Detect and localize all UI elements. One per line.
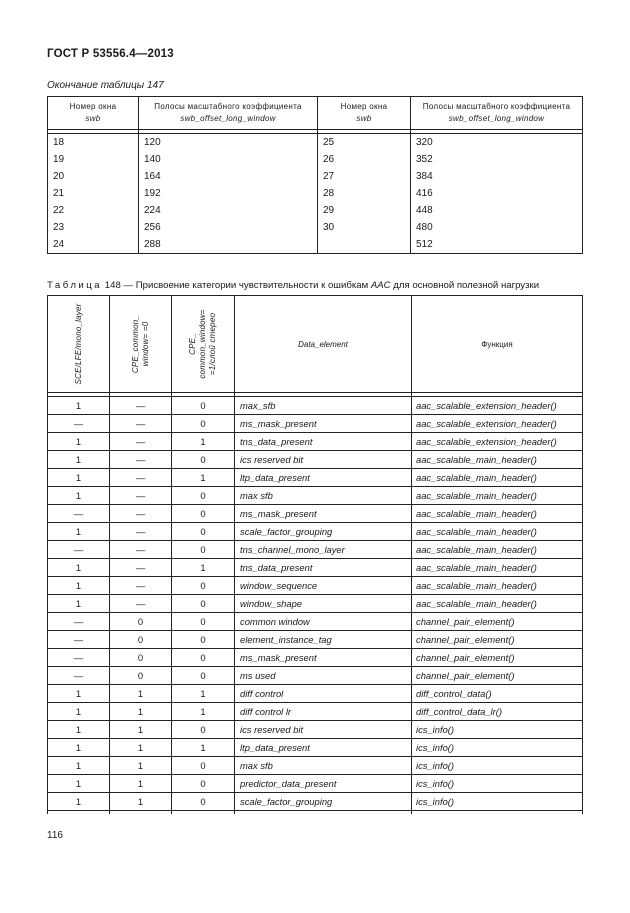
table-row bbox=[48, 703, 583, 721]
table-cell: — bbox=[110, 577, 172, 595]
table-cell: 0 bbox=[172, 775, 235, 793]
table-cell: 1 bbox=[172, 739, 235, 757]
table-cell: aac_scalable_extension_header() bbox=[412, 415, 583, 433]
table-row bbox=[48, 685, 583, 703]
table-cell: common window bbox=[235, 613, 412, 631]
table-row bbox=[48, 631, 583, 649]
table-cell: 352 bbox=[411, 151, 583, 168]
table-row bbox=[48, 202, 583, 219]
table-cell: 1 bbox=[48, 739, 110, 757]
table-148 bbox=[47, 295, 583, 814]
table-cell: aac_scalable_main_header() bbox=[412, 469, 583, 487]
table-cell: 224 bbox=[139, 202, 318, 219]
table-cell: 1 bbox=[48, 757, 110, 775]
table-cell: — bbox=[48, 667, 110, 685]
table-cell: 19 bbox=[48, 151, 139, 168]
table-cell: — bbox=[110, 433, 172, 451]
header-cpe-common-window-1 bbox=[172, 296, 235, 393]
table-147 bbox=[47, 96, 583, 254]
table-cell: ms used bbox=[235, 667, 412, 685]
table-cell: aac_scalable_main_header() bbox=[412, 451, 583, 469]
table-row bbox=[48, 523, 583, 541]
table-cell: 0 bbox=[172, 415, 235, 433]
table-cell: max sfb bbox=[235, 757, 412, 775]
table-row bbox=[48, 469, 583, 487]
table-row bbox=[48, 219, 583, 236]
table-row bbox=[48, 721, 583, 739]
table-cell: 0 bbox=[110, 649, 172, 667]
table-cell: 0 bbox=[172, 721, 235, 739]
table-cell: — bbox=[48, 613, 110, 631]
table-cell: 1 bbox=[48, 397, 110, 415]
table-row bbox=[48, 397, 583, 415]
header-cpe-common-window-0 bbox=[110, 296, 172, 393]
table-cell: aac_scalable_main_header() bbox=[412, 559, 583, 577]
table-cell: aac_scalable_extension_header() bbox=[412, 397, 583, 415]
table-row bbox=[48, 649, 583, 667]
header-label: Полосы масштабного коэффициента bbox=[422, 102, 571, 111]
table-cell: — bbox=[48, 631, 110, 649]
table-cell: diff_control_data() bbox=[412, 685, 583, 703]
table-cell: ics_info() bbox=[412, 793, 583, 811]
table-row bbox=[48, 775, 583, 793]
table-cell: 0 bbox=[172, 397, 235, 415]
table-row bbox=[48, 595, 583, 613]
table-cell: 1 bbox=[110, 703, 172, 721]
table-cell: diff control lr bbox=[235, 703, 412, 721]
table-cell: 23 bbox=[48, 219, 139, 236]
table-row bbox=[48, 613, 583, 631]
table-cell bbox=[172, 811, 235, 815]
table-cell: tns_data_present bbox=[235, 559, 412, 577]
table-cell: 0 bbox=[110, 613, 172, 631]
table-cell: 30 bbox=[318, 219, 411, 236]
table-cell: 0 bbox=[172, 541, 235, 559]
table-cell: — bbox=[110, 487, 172, 505]
table-cell: 1 bbox=[48, 685, 110, 703]
table-cell: max sfb bbox=[235, 487, 412, 505]
header-function: Функция bbox=[412, 296, 583, 393]
table-cell: 1 bbox=[48, 703, 110, 721]
table-cell: diff_control_data_lr() bbox=[412, 703, 583, 721]
header-sublabel: swb_offset_long_window bbox=[448, 114, 545, 123]
table-cell: 0 bbox=[110, 667, 172, 685]
header-label: Полосы масштабного коэффициента bbox=[154, 102, 302, 111]
table-cell: channel_pair_element() bbox=[412, 631, 583, 649]
table-cell: — bbox=[110, 595, 172, 613]
table-cell: ltp_data_present bbox=[235, 469, 412, 487]
table-cell: 0 bbox=[172, 487, 235, 505]
table-cell: 0 bbox=[172, 649, 235, 667]
table-cell: 1 bbox=[110, 739, 172, 757]
table-cell: 416 bbox=[411, 185, 583, 202]
table-row bbox=[48, 236, 583, 254]
table-cell: max_sfb bbox=[235, 397, 412, 415]
table-cell: 0 bbox=[172, 451, 235, 469]
table-cell: 0 bbox=[172, 577, 235, 595]
table-cell: 1 bbox=[48, 721, 110, 739]
table-cell: 1 bbox=[110, 721, 172, 739]
table-cell: 20 bbox=[48, 168, 139, 185]
table-cell: 0 bbox=[172, 595, 235, 613]
header-window-number bbox=[48, 97, 139, 130]
table-cell: window_sequence bbox=[235, 577, 412, 595]
table-cell: 320 bbox=[411, 134, 583, 152]
table-cell: 1 bbox=[172, 433, 235, 451]
table-cell: 21 bbox=[48, 185, 139, 202]
caption-tail: для основной полезной нагрузки bbox=[390, 280, 540, 291]
table-row bbox=[48, 667, 583, 685]
header-scale-bands bbox=[411, 97, 583, 130]
table-cell: ics reserved bit bbox=[235, 721, 412, 739]
table-cell: 0 bbox=[172, 613, 235, 631]
table-cell: ms_mask_present bbox=[235, 505, 412, 523]
table-cell: scale_factor_grouping bbox=[235, 523, 412, 541]
vertical-header-text: CPE_common_ window= =0 bbox=[130, 314, 150, 374]
table-cell: 1 bbox=[48, 793, 110, 811]
table-cell: 0 bbox=[172, 523, 235, 541]
table-cell: 1 bbox=[172, 469, 235, 487]
header-sublabel: swb bbox=[356, 114, 372, 123]
table-cell: — bbox=[48, 541, 110, 559]
table-cell: 1 bbox=[48, 559, 110, 577]
table-cell: ics_info() bbox=[412, 721, 583, 739]
table-cell: tns_data_present bbox=[235, 433, 412, 451]
table-cell: channel_pair_element() bbox=[412, 667, 583, 685]
table-cell: 27 bbox=[318, 168, 411, 185]
table-147-caption: Окончание таблицы 147 bbox=[47, 80, 164, 91]
table-cell: 1 bbox=[48, 451, 110, 469]
table-cell: 1 bbox=[110, 793, 172, 811]
header-sublabel: swb_offset_long_window bbox=[180, 114, 276, 123]
table-cell: ms_mask_present bbox=[235, 649, 412, 667]
table-cell: 192 bbox=[139, 185, 318, 202]
table-cell: aac_scalable_main_header() bbox=[412, 595, 583, 613]
table-row bbox=[48, 793, 583, 811]
table-cell: 26 bbox=[318, 151, 411, 168]
table-cell bbox=[235, 811, 412, 815]
table-cell bbox=[110, 811, 172, 815]
table-cell: 28 bbox=[318, 185, 411, 202]
table-cell: ics_info() bbox=[412, 775, 583, 793]
table-cell: 0 bbox=[172, 793, 235, 811]
header-window-number bbox=[318, 97, 411, 130]
table-cell: ms_mask_present bbox=[235, 415, 412, 433]
table-cell: ics_info() bbox=[412, 757, 583, 775]
table-row bbox=[48, 151, 583, 168]
caption-italic: AAC bbox=[370, 280, 391, 291]
header-scale-bands bbox=[139, 97, 318, 130]
table-cell: 0 bbox=[172, 505, 235, 523]
page-number: 116 bbox=[47, 830, 63, 841]
table-cell: 512 bbox=[411, 236, 583, 254]
table-cell: 0 bbox=[172, 667, 235, 685]
table-cell: 18 bbox=[48, 134, 139, 152]
table-cell: element_instance_tag bbox=[235, 631, 412, 649]
table-cell: ltp_data_present bbox=[235, 739, 412, 757]
table-cell: 1 bbox=[48, 469, 110, 487]
table-cell: — bbox=[48, 505, 110, 523]
table-cell: 1 bbox=[110, 775, 172, 793]
table-148-caption bbox=[47, 280, 539, 291]
table-row bbox=[48, 505, 583, 523]
header-label: Номер окна bbox=[69, 102, 117, 111]
table-cell: 384 bbox=[411, 168, 583, 185]
table-continuation bbox=[48, 811, 583, 815]
table-cell: 0 bbox=[172, 757, 235, 775]
table-cell: channel_pair_element() bbox=[412, 613, 583, 631]
table-cell: window_shape bbox=[235, 595, 412, 613]
table-cell: 140 bbox=[139, 151, 318, 168]
caption-main: 148 — Присвоение категории чувствительности к ошибкам bbox=[104, 280, 371, 291]
table-row bbox=[48, 451, 583, 469]
table-cell: 24 bbox=[48, 236, 139, 254]
table-cell: diff control bbox=[235, 685, 412, 703]
table-cell: 1 bbox=[48, 595, 110, 613]
table-cell: aac_scalable_main_header() bbox=[412, 505, 583, 523]
table-cell: 1 bbox=[48, 775, 110, 793]
table-cell: — bbox=[110, 505, 172, 523]
table-cell: — bbox=[48, 649, 110, 667]
table-row bbox=[48, 559, 583, 577]
table-cell: 480 bbox=[411, 219, 583, 236]
table-cell bbox=[48, 811, 110, 815]
table-row bbox=[48, 541, 583, 559]
table-row bbox=[48, 739, 583, 757]
table-cell: aac_scalable_main_header() bbox=[412, 541, 583, 559]
table-cell: — bbox=[110, 415, 172, 433]
header-data-element: Data_element bbox=[235, 296, 412, 393]
table-cell: 1 bbox=[172, 559, 235, 577]
header-label: Номер окна bbox=[340, 102, 388, 111]
table-cell: 448 bbox=[411, 202, 583, 219]
table-cell: ics_info() bbox=[412, 739, 583, 757]
table-row bbox=[48, 487, 583, 505]
table-cell: aac_scalable_main_header() bbox=[412, 577, 583, 595]
table-cell: 120 bbox=[139, 134, 318, 152]
table-cell: 29 bbox=[318, 202, 411, 219]
table-cell: aac_scalable_main_header() bbox=[412, 487, 583, 505]
table-row bbox=[48, 757, 583, 775]
table-row bbox=[48, 433, 583, 451]
header-sce-lfe-mono bbox=[48, 296, 110, 393]
table-147-header-row bbox=[48, 97, 583, 130]
vertical-header-text: CPE_ common_window= =1/слой стерео bbox=[188, 309, 217, 379]
table-cell: aac_scalable_extension_header() bbox=[412, 433, 583, 451]
table-cell: 25 bbox=[318, 134, 411, 152]
table-cell: scale_factor_grouping bbox=[235, 793, 412, 811]
table-cell: 256 bbox=[139, 219, 318, 236]
table-cell: 164 bbox=[139, 168, 318, 185]
table-cell: 0 bbox=[110, 631, 172, 649]
table-cell: tns_channel_mono_layer bbox=[235, 541, 412, 559]
table-cell: 1 bbox=[172, 703, 235, 721]
table-cell bbox=[318, 236, 411, 254]
table-cell: 1 bbox=[48, 487, 110, 505]
table-cell: 0 bbox=[172, 631, 235, 649]
table-cell: 22 bbox=[48, 202, 139, 219]
table-cell: 288 bbox=[139, 236, 318, 254]
table-cell: — bbox=[110, 451, 172, 469]
table-cell: 1 bbox=[48, 577, 110, 595]
table-row bbox=[48, 168, 583, 185]
table-row bbox=[48, 415, 583, 433]
table-cell: 1 bbox=[110, 757, 172, 775]
table-cell: — bbox=[110, 469, 172, 487]
table-cell: — bbox=[110, 523, 172, 541]
table-row bbox=[48, 577, 583, 595]
table-cell: 1 bbox=[48, 523, 110, 541]
table-cell: — bbox=[48, 415, 110, 433]
table-row bbox=[48, 134, 583, 152]
table-cell bbox=[412, 811, 583, 815]
header-sublabel: swb bbox=[85, 114, 101, 123]
table-cell: 1 bbox=[48, 433, 110, 451]
standard-designation: ГОСТ Р 53556.4—2013 bbox=[47, 48, 174, 60]
table-cell: — bbox=[110, 397, 172, 415]
table-cell: aac_scalable_main_header() bbox=[412, 523, 583, 541]
table-cell: — bbox=[110, 541, 172, 559]
table-cell: channel_pair_element() bbox=[412, 649, 583, 667]
table-cell: 1 bbox=[172, 685, 235, 703]
vertical-header-text: SCE/LFE/mono_layer bbox=[73, 303, 83, 385]
table-cell: — bbox=[110, 559, 172, 577]
table-row bbox=[48, 185, 583, 202]
table-148-header-row bbox=[48, 296, 583, 393]
table-cell: 1 bbox=[110, 685, 172, 703]
caption-prefix: Таблица bbox=[47, 280, 103, 291]
table-cell: predictor_data_present bbox=[235, 775, 412, 793]
table-cell: ics reserved bit bbox=[235, 451, 412, 469]
